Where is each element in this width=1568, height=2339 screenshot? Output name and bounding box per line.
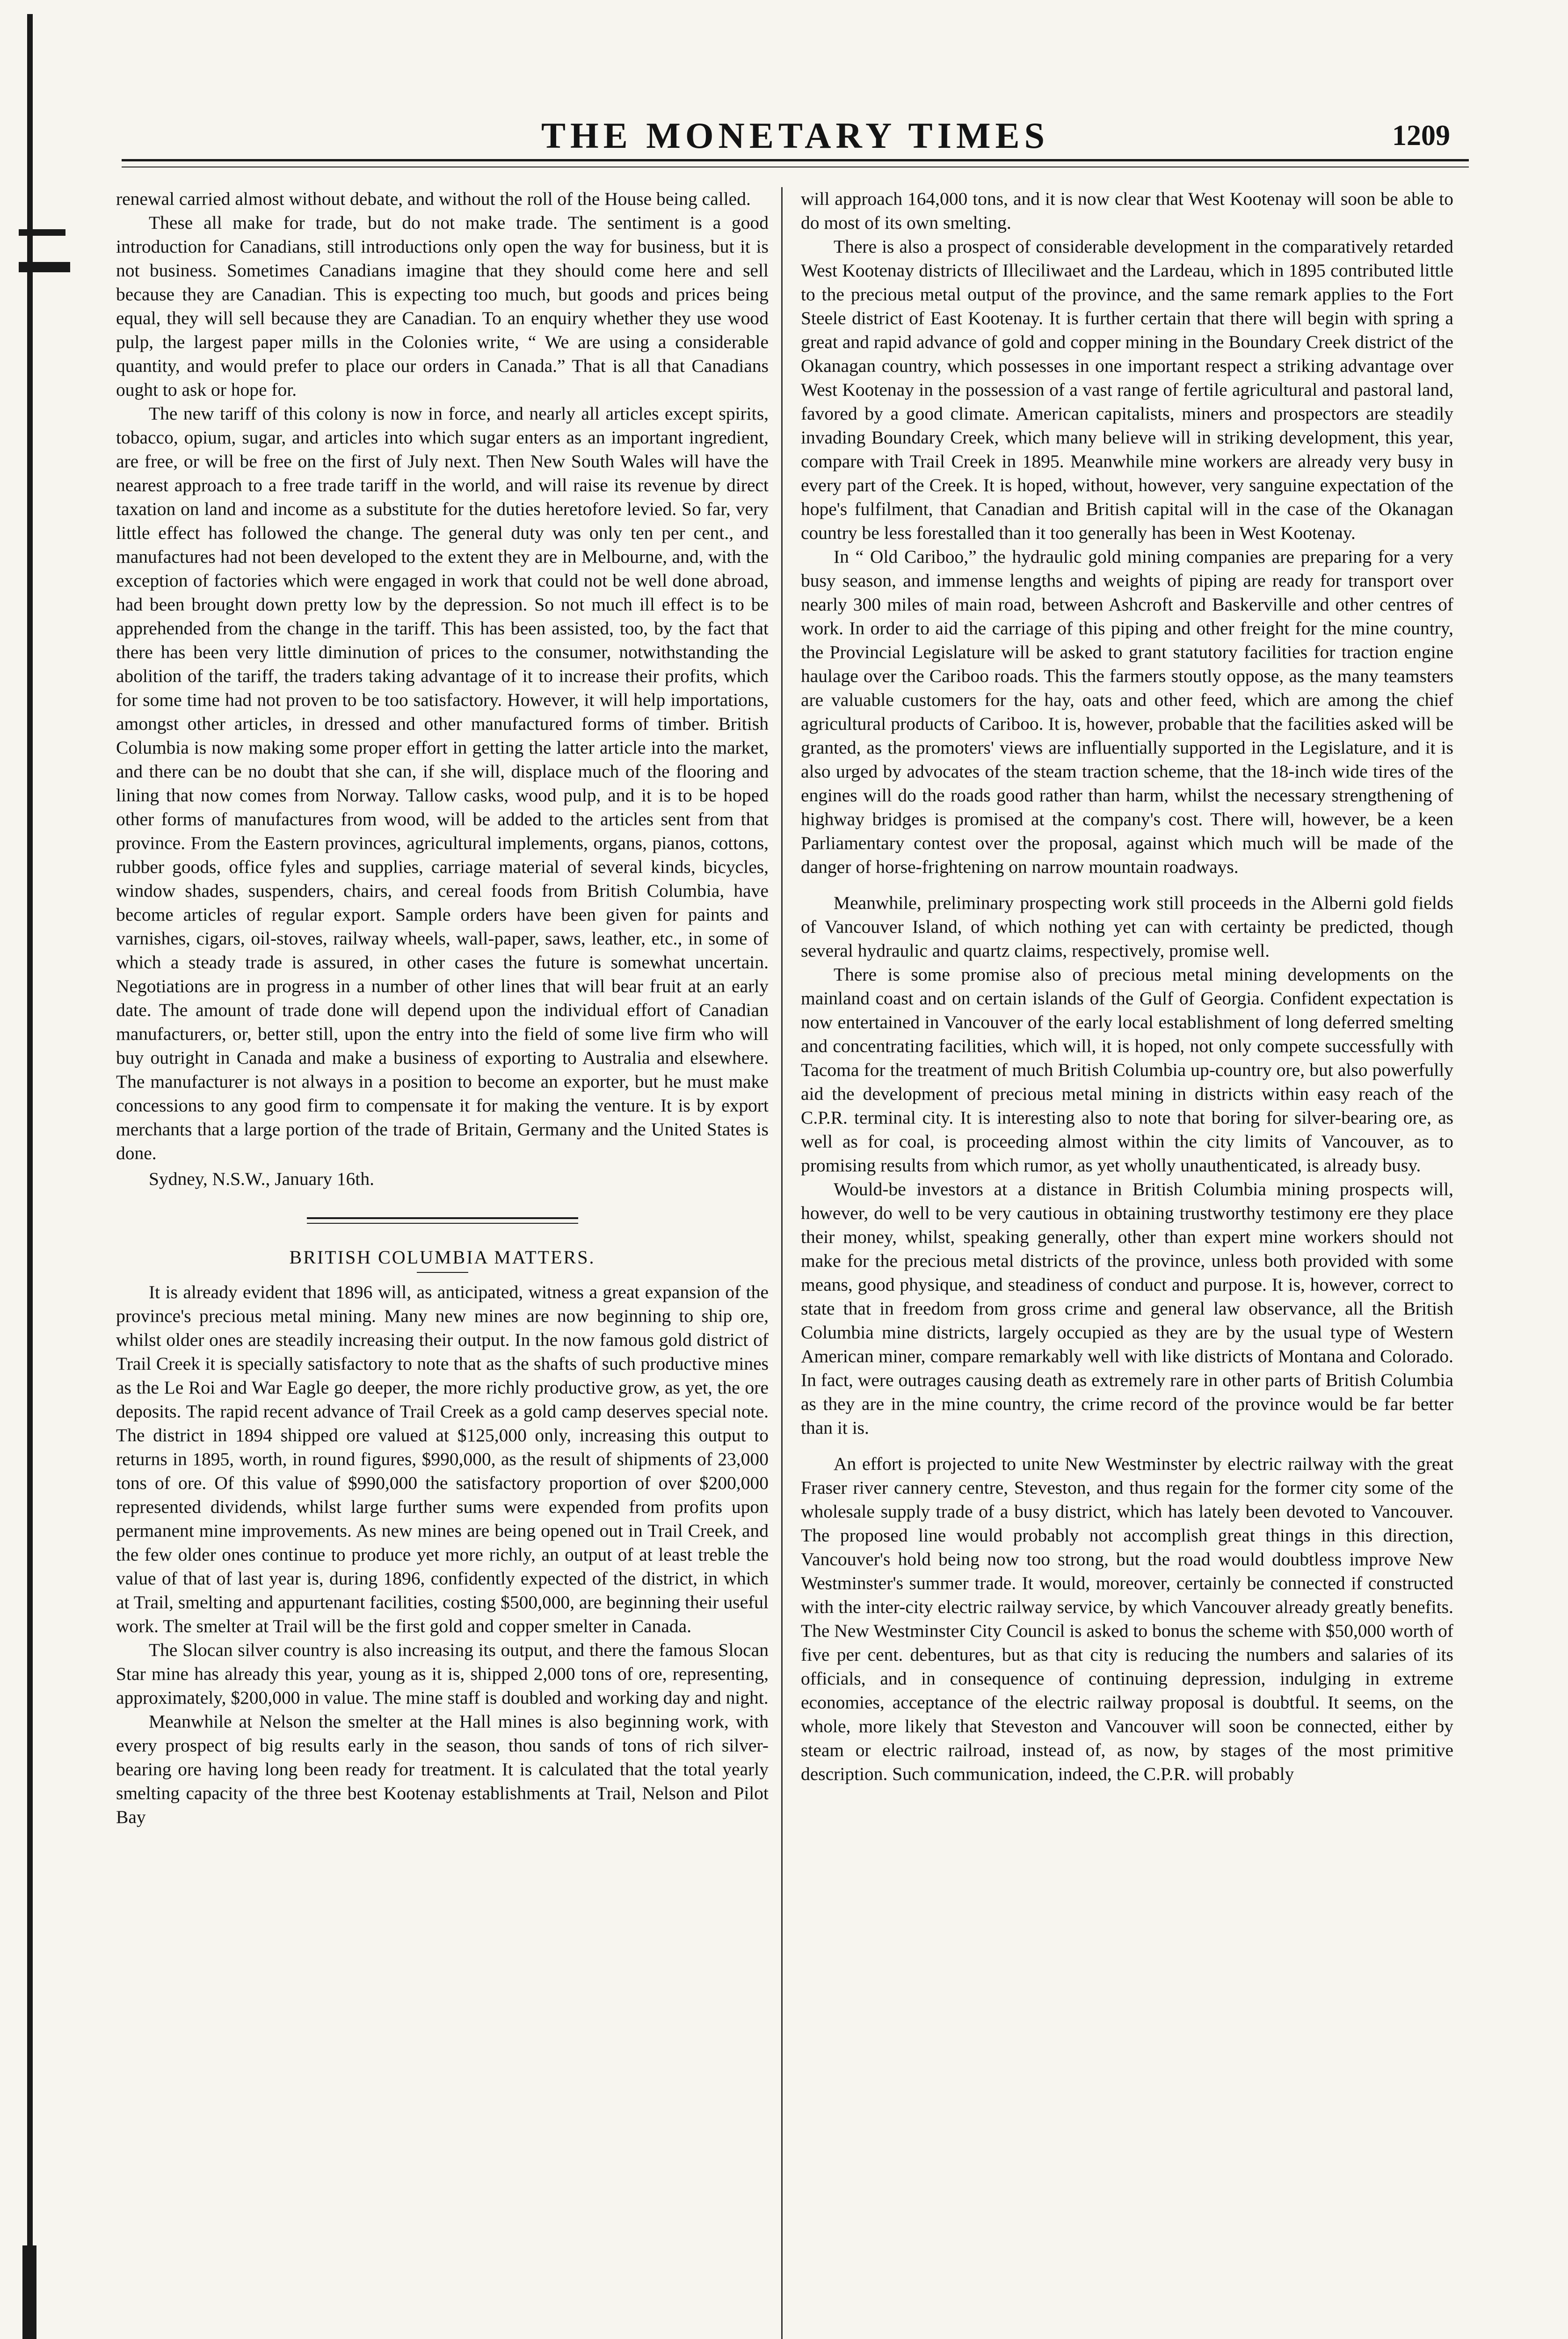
paragraph: It is already evident that 1896 will, as anticipated, witness a great expansion of the province's precious metal mining. Many new mines are now beginning to ship ore, whilst older ones are steadily increasing their output. In the now famous gold district of Trail Creek it is specially satisfactory to note that as the shafts of such productive mines as the Le Roi and War Eagle go deeper, the more richly productive grow, as yet, the ore deposits. The rapid recent advance of Trail Creek as a gold camp deserves special note. The district in 1894 shipped ore valued at $125,000 only, increasing this output to returns in 1895, worth, in round figures, $990,000, as the result of shipments of 23,000 tons of ore. Of this value of $990,000 the satisfactory proportion of over $200,000 represented dividends, whilst large further sums were expended from profits upon permanent mine improvements. As new mines are being opened out in Trail Creek, and the few older ones continue to produce yet more richly, an output of at least treble the value of that of last year is, during 1896, confidently expected of the district, in which at Trail, smelting and appurtenant facilities, costing $500,000, are beginning their useful work. The smelter at Trail will be the first gold and copper smelter in Canada. — [116, 1282, 769, 1636]
section-title: BRITISH COLUMBIA MATTERS. — [289, 1247, 595, 1268]
left-column — [116, 187, 769, 1829]
section-underline — [417, 1272, 468, 1273]
right-column — [801, 187, 1453, 1786]
page-number: 1209 — [1392, 120, 1450, 152]
margin-mark — [19, 262, 70, 272]
page-header — [122, 115, 1469, 161]
article-signoff: Sydney, N.S.W., January 16th. — [149, 1169, 375, 1189]
paragraph: An effort is projected to unite New Westminster by electric railway with the great Fraser river cannery centre, Steveston, and thus regain for the former city some of the wholesale supply trade of a busy district, which has lately been devoted to Vancouver. The proposed line would probably not accomplish great things in this direction, Vancouver's hold being now too strong, but the road would doubtless improve New Westminster's summer trade. It would, moreover, certainly be connected if constructed with the inter-city electric railway service, by which Vancouver already greatly benefits. The New Westminster City Council is asked to bonus the scheme with $50,000 worth of five per cent. debentures, but as that city is reducing the numbers and salaries of its officials, and in consequence of continuing depression, indulging in extreme economies, acceptance of the electric railway proposal is doubtful. It seems, on the whole, more likely that Steveston and Vancouver will soon be connected, either by steam or electric railroad, instead of, as now, by stages of the most primitive description. Such communication, indeed, the C.P.R. will probably — [801, 1453, 1453, 1784]
paragraph: In “ Old Cariboo,” the hydraulic gold mining companies are preparing for a very busy season, and immense lengths and weights of piping are ready for transport over nearly 300 miles of main road, between Ashcroft and Baskerville and other centres of work. In order to aid the carriage of this piping and other freight for the mine country, the Provincial Legislature will be asked to grant statutory facilities for traction engine haulage over the Cariboo roads. This the farmers stoutly oppose, as the many teamsters are valuable customers for the hay, oats and other feed, which are among the chief agricultural products of Cariboo. It is, however, probable that the facilities asked will be granted, as the promoters' views are influentially supported in the Legislature, and it is also urged by advocates of the steam traction scheme, that the 18-inch wide tires of the engines will do the roads good rather than harm, whilst the necessary strengthening of highway bridges is promised at the company's cost. There will, however, be a keen Parliamentary contest over the proposal, against which much will be made of the danger of horse-frightening on narrow mountain roadways. — [801, 546, 1453, 877]
column-divider — [781, 187, 783, 2339]
paragraph: Meanwhile at Nelson the smelter at the Hall mines is also beginning work, with every prospect of big results early in the season, thou sands of tons of rich silver-bearing ore having long been ready for treatment. It is calculated that the total yearly smelting capacity of the three best Kootenay establishments at Trail, Nelson and Pilot Bay — [116, 1711, 769, 1827]
header-rule — [122, 159, 1469, 161]
paragraph: will approach 164,000 tons, and it is now clear that West Kootenay will soon be able to do most of its own smelting. — [801, 189, 1453, 233]
margin-mark — [22, 2245, 36, 2339]
section-rule — [307, 1217, 578, 1219]
paragraph: There is some promise also of precious metal mining developments on the mainland coast and on certain islands of the Gulf of Georgia. Confident expectation is now entertained in Vancouver of the early local establishment of long deferred smelting and concentrating facilities, which will, it is hoped, not only compete successfully with Tacoma for the treatment of much British Columbia up-country ore, but also powerfully aid the development of precious metal mining in districts within easy reach of the C.P.R. terminal city. It is interesting also to note that boring for silver-bearing ore, as well as for coal, is proceeding almost within the city limits of Vancouver, as to promising results from which rumor, as yet wholly unauthenticated, is already busy. — [801, 964, 1453, 1176]
margin-binding-rule — [27, 14, 33, 2339]
paragraph: Meanwhile, preliminary prospecting work still proceeds in the Alberni gold fields of Vancouver Island, of which nothing yet can with certainty be predicted, though several hydraulic and quartz claims, respectively, promise well. — [801, 893, 1453, 961]
section-rule-thin — [307, 1223, 578, 1224]
paragraph: The Slocan silver country is also increasing its output, and there the famous Slocan Star mine has already this year, young as it is, shipped 2,000 tons of ore, representing, approximately, $200,000 in value. The mine staff is doubled and working day and night. — [116, 1640, 769, 1708]
paragraph: There is also a prospect of considerable development in the comparatively retarded West Kootenay districts of Illeciliwaet and the Lardeau, which in 1895 contributed little to the precious metal output of the province, and the same remark applies to the Fort Steele district of East Kootenay. It is further certain that there will begin with spring a great and rapid advance of gold and copper mining in the Boundary Creek district of the Okanagan country, which possesses in one important respect a striking advantage over West Kootenay in the possession of a vast range of fertile agricultural and pastoral land, favored by a good climate. American capitalists, miners and prospectors are steadily invading Boundary Creek, which many believe will in striking development, this year, compare with Trail Creek in 1895. Meanwhile mine workers are already very busy in every part of the Creek. It is hoped, without, however, very sanguine expectation of the hope's fulfilment, that Canadian and British capital will in the case of the Okanagan country be less forestalled than it too generally has been in West Kootenay. — [801, 236, 1453, 543]
paragraph: These all make for trade, but do not make trade. The sentiment is a good introduction for Canadians, still introductions only open the way for business, but it is not business. Sometimes Canadians imagine that they should come here and sell because they are Canadian. This is expecting too much, but goods and prices being equal, they will sell because they are Canadian. To an enquiry whether they use wood pulp, the largest paper mills in the Colonies write, “ We are using a considerable quantity, and would prefer to place our orders in Canada.” That is all that Canadians ought to ask or hope for. — [116, 212, 769, 400]
margin-mark — [19, 229, 65, 236]
paragraph: renewal carried almost without debate, and without the roll of the House being called. — [116, 189, 751, 209]
paragraph: Would-be investors at a distance in British Columbia mining prospects will, however, do well to be very cautious in obtaining trustworthy testimony ere they place their money, whilst, speaking generally, other than expert mine workers should not make for the precious metal districts of the province, unless both provided with some means, good physique, and steadiness of conduct and purpose. It is, however, correct to state that in freedom from gross crime and general law observance, all the British Columbia mine districts, largely occupied as they are by the usual type of Western American miner, compare remarkably well with like districts of Montana and Colorado. In fact, were outrages causing death as extremely rare in other parts of British Columbia as they are in the mine country, the crime record of the province would be far better than it is. — [801, 1179, 1453, 1438]
masthead-title: THE MONETARY TIMES — [541, 115, 1049, 156]
paragraph: The new tariff of this colony is now in force, and nearly all articles except spirits, tobacco, opium, sugar, and articles into which sugar enters as an important ingredient, are free, or will be free on the first of July next. Then New South Wales will have the nearest approach to a free trade tariff in the world, and will raise its revenue by direct taxation on land and income as a substitute for the duties heretofore levied. So far, very little effect has followed the change. The general duty was only ten per cent., and manufactures had not been developed to the extent they are in Melbourne, and, with the exception of factories which were engaged in work that could not be well done abroad, had been brought down pretty low by the depression. So not much ill effect is to be apprehended from the change in the tariff. This has been assisted, too, by the fact that there has been very little diminution of prices to the consumer, notwithstanding the abolition of the tariff, the traders taking advantage of it to increase their profits, which for some time had not proven to be too satisfactory. However, it will help importations, amongst other articles, in dressed and other manufactured forms of timber. British Columbia is now making some proper effort in getting the latter article into the market, and there can be no doubt that she can, if she will, displace much of the flooring and lining that now comes from Norway. Tallow casks, wood pulp, and it is to be hoped other forms of manufactures from wood, will be added to the articles sent from that province. From the Eastern provinces, agricultural implements, organs, pianos, cottons, rubber goods, office fyles and supplies, carriage material of several kinds, bicycles, window shades, suspenders, chairs, and cereal foods from British Columbia, have become articles of regular export. Sample orders have been given for paints and varnishes, cigars, oil-stoves, railway wheels, wall-paper, saws, leather, etc., in some of which a steady trade is assured, in other cases the future is somewhat uncertain. Negotiations are in progress in a number of other lines that will bear fruit at an early date. The amount of trade done will depend upon the individual effort of Canadian manufacturers, or, better still, upon the entry into the field of some live firm who will buy outright in Canada and make a business of exporting to Australia and elsewhere. The manufacturer is not always in a position to become an exporter, but he must make concessions to any good firm to compensate it for making the venture. It is by export merchants that a large portion of the trade of Britain, Germany and the United States is done. — [116, 403, 769, 1163]
